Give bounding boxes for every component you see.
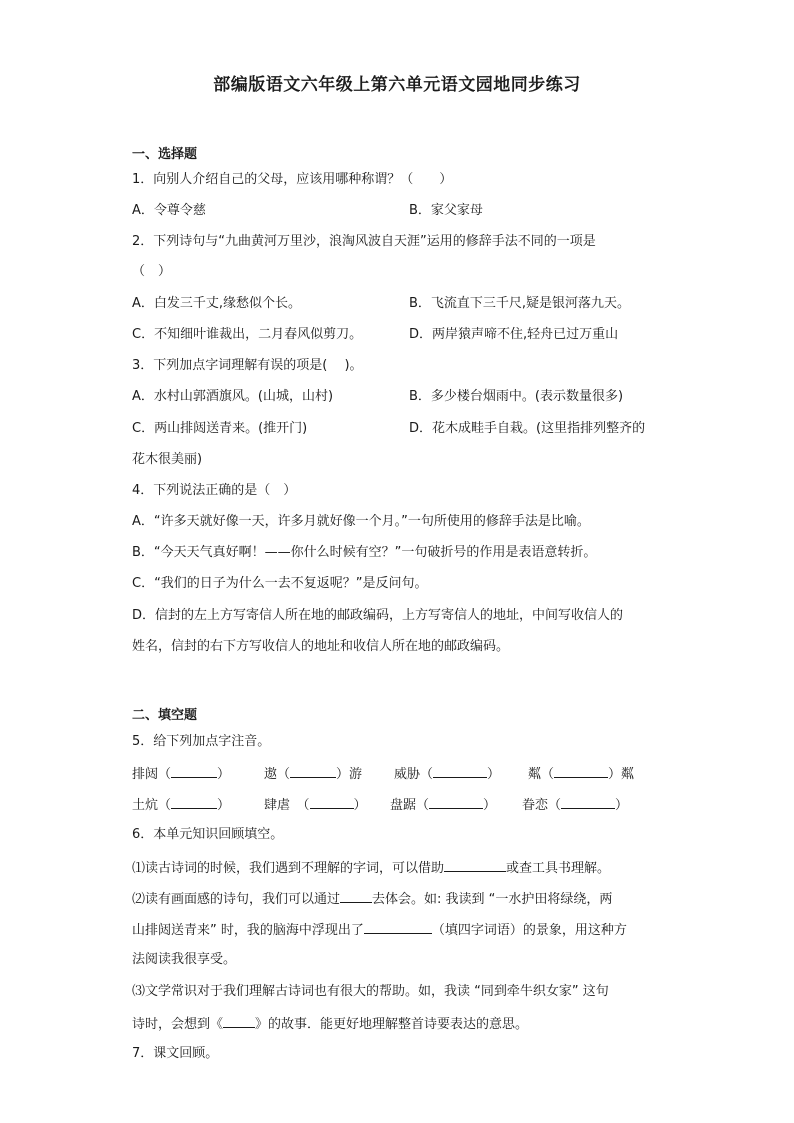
question-6-part-1-post: 或查工具书理解。 [506,861,611,876]
question-6-part-2-line2 [132,919,627,941]
question-3-option-d: D．花木成畦手自栽。(这里指排列整齐的 [409,421,646,436]
fill-blank[interactable] [340,888,372,903]
pinyin-item [528,763,634,785]
pinyin-item-suffix: ） [487,767,501,782]
question-1-option-b: B．家父家母 [409,203,483,218]
pinyin-item-prefix: 盘踞（ [390,798,430,813]
fill-blank[interactable] [364,919,432,934]
pinyin-item [522,794,628,816]
pinyin-item [132,794,230,816]
question-6-part-2-line2-pre: 山排闼送青来” 时，我的脑海中浮现出了 [132,923,364,938]
pinyin-item-prefix: 遨（ [264,767,291,782]
question-4-option-c: C．“我们的日子为什么一去不复返呢？”是反问句。 [132,576,428,591]
question-6-part-3-line1: ⑶文学常识对于我们理解古诗词也有很大的帮助。如，我读 “同到牵牛织女家” 这句 [132,984,609,999]
pinyin-blank[interactable] [554,763,608,778]
question-2-stem: 2．下列诗句与“九曲黄河万里沙，浪淘风波自天涯”运用的修辞手法不同的一项是 [132,234,596,249]
question-6-part-1-pre: ⑴读古诗词的时候，我们遇到不理解的字词，可以借助 [132,861,445,876]
pinyin-item [264,794,367,816]
question-6-part-2-line1 [132,888,612,910]
question-7-stem: 7．课文回顾。 [132,1046,219,1061]
pinyin-blank[interactable] [429,794,483,809]
question-3-option-d-continued: 花木很美丽) [132,452,203,467]
question-2-option-c: C．不知细叶谁裁出，二月春风似剪刀。 [132,327,363,342]
question-2-paren: （ ） [132,264,172,279]
pinyin-item-prefix: 肆虐 （ [264,798,310,813]
question-2-option-d: D．两岸猿声啼不住,轻舟已过万重山 [409,327,619,342]
question-3-stem: 3．下列加点字词理解有误的项是( )。 [132,358,363,373]
pinyin-item-suffix: ） [353,798,367,813]
pinyin-blank[interactable] [171,763,217,778]
page-title: 部编版语文六年级上第六单元语文园地同步练习 [213,75,581,95]
question-6-part-2-line3: 法阅读我很享受。 [132,952,237,967]
pinyin-item-prefix: 土炕（ [132,798,172,813]
question-4-option-a: A．“许多天就好像一天，许多月就好像一个月。”一句所使用的修辞手法是比喻。 [132,514,590,529]
question-4-option-d-line2: 姓名，信封的右下方写收信人的地址和收信人所在地的邮政编码。 [132,639,510,654]
question-6-part-3-line2-pre: 诗时，会想到《 [132,1017,224,1032]
pinyin-item-suffix: ）粼 [608,767,635,782]
question-1-option-a: A．令尊令慈 [132,203,206,218]
pinyin-item-prefix: 眷恋（ [522,798,562,813]
pinyin-item [390,794,496,816]
question-4-option-b: B．“今天天气真好啊！——你什么时候有空？”一句破折号的作用是表语意转折。 [132,545,597,560]
question-6-part-3-line2 [132,1013,528,1035]
pinyin-item-suffix: ） [217,767,231,782]
section-heading-fill: 二、填空题 [132,708,198,723]
question-6-part-2-post: 去体会。如: 我读到 “一水护田将绿绕，两 [372,892,613,907]
pinyin-blank[interactable] [171,794,217,809]
question-6-part-2-line2-post: （填四字词语）的景象，用这种方 [431,923,627,938]
pinyin-blank[interactable] [310,794,354,809]
pinyin-blank[interactable] [561,794,615,809]
question-3-option-a: A．水村山郭酒旗风。(山城，山村) [132,389,334,404]
fill-blank[interactable] [223,1013,255,1028]
pinyin-item [394,763,500,785]
fill-blank[interactable] [444,857,506,872]
question-3-option-b: B．多少楼台烟雨中。(表示数量很多) [409,389,624,404]
pinyin-blank[interactable] [290,763,336,778]
question-1-stem: 1．向别人介绍自己的父母，应该用哪种称谓？（ ） [132,172,453,187]
pinyin-item-prefix: 排闼（ [132,767,172,782]
pinyin-item-prefix: 威胁（ [394,767,434,782]
section-heading-choice: 一、选择题 [132,147,198,162]
question-4-option-d-line1: D．信封的左上方写寄信人所在地的邮政编码，上方写寄信人的地址，中间写收信人的 [132,608,624,623]
question-6-part-1 [132,857,610,879]
question-5-stem: 5．给下列加点字注音。 [132,734,271,749]
question-2-option-a: A．白发三千丈,缘愁似个长。 [132,296,302,311]
pinyin-item-suffix: ） [217,798,231,813]
pinyin-item-prefix: 粼（ [528,767,555,782]
question-6-part-3-line2-post: 》的故事．能更好地理解整首诗要表达的意思。 [255,1017,529,1032]
question-6-part-2-pre: ⑵读有画面感的诗句，我们可以通过 [132,892,341,907]
question-2-option-b: B．飞流直下三千尺,疑是银河落九天。 [409,296,631,311]
pinyin-item-suffix: ） [615,798,629,813]
pinyin-blank[interactable] [433,763,487,778]
question-4-stem: 4．下列说法正确的是（ ） [132,483,297,498]
pinyin-item-suffix: ） [483,798,497,813]
pinyin-item [132,763,230,785]
question-3-option-c: C．两山排闼送青来。(推开门) [132,421,308,436]
pinyin-item-suffix: ）游 [336,767,363,782]
pinyin-item [264,763,362,785]
question-6-stem: 6．本单元知识回顾填空。 [132,827,284,842]
